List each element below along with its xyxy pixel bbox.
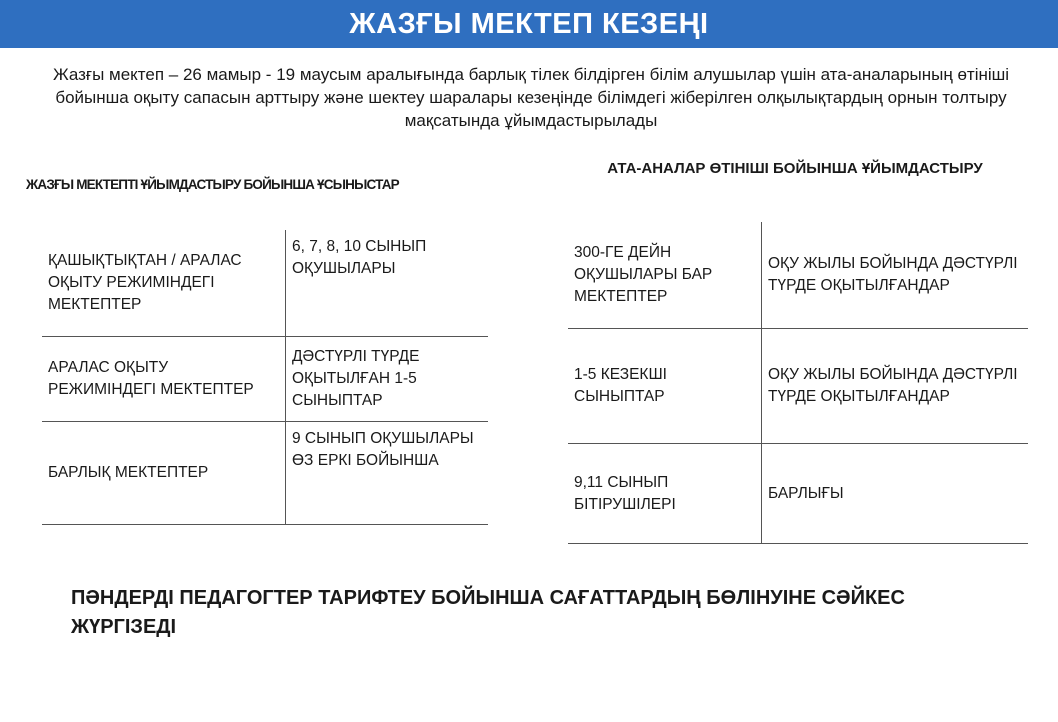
recommendations-heading: ЖАЗҒЫ МЕКТЕПТІ ҰЙЫМДАСТЫРУ БОЙЫНША ҰСЫНЫСТАР <box>26 177 399 192</box>
table-row <box>42 422 488 525</box>
table-cell: 9 СЫНЫП ОҚУШЫЛАРЫ ӨЗ ЕРКІ БОЙЫНША <box>292 430 474 469</box>
table-cell: АРАЛАС ОҚЫТУ РЕЖИМІНДЕГІ МЕКТЕПТЕР <box>42 337 286 422</box>
table-cell: 9,11 СЫНЫП БІТІРУШІЛЕРІ <box>568 444 762 544</box>
table-cell: ҚАШЫҚТЫҚТАН / АРАЛАС ОҚЫТУ РЕЖИМІНДЕГІ МЕКТЕПТЕР <box>42 230 286 337</box>
recommendations-table <box>42 230 488 525</box>
footer-note: ПӘНДЕРДІ ПЕДАГОГТЕР ТАРИФТЕУ БОЙЫНША САҒАТТАРДЫҢ БӨЛІНУІНЕ СӘЙКЕС ЖҮРГІЗЕДІ <box>71 587 905 638</box>
table-row <box>568 329 1028 444</box>
table-cell: ОҚУ ЖЫЛЫ БОЙЫНДА ДӘСТҮРЛІ ТҮРДЕ ОҚЫТЫЛҒАНДАР <box>768 255 1018 294</box>
table-cell: 6, 7, 8, 10 СЫНЫП ОҚУШЫЛАРЫ <box>292 238 427 277</box>
table-row <box>42 337 488 422</box>
table-cell: 300-ГЕ ДЕЙН ОҚУШЫЛАРЫ БАР МЕКТЕПТЕР <box>568 222 762 329</box>
table-cell: ДӘСТҮРЛІ ТҮРДЕ ОҚЫТЫЛҒАН 1-5 СЫНЫПТАР <box>292 348 420 409</box>
title-banner <box>0 0 1058 48</box>
table-cell: 1-5 КЕЗЕКШІ СЫНЫПТАР <box>568 329 762 444</box>
table-cell: БАРЛЫҒЫ <box>768 484 844 502</box>
table-row <box>568 222 1028 329</box>
intro-paragraph: Жазғы мектеп – 26 мамыр - 19 маусым аралығында барлық тілек білдірген білім алушылар үшін ата-аналарының өтініші бойынша оқыту сапасын арттыру және шектеу шаралары кезеңінде білімдегі жіберілген олқылықтардың орнын толтыру мақсатында ұйымдастырылады <box>52 65 1010 130</box>
table-cell: БАРЛЫҚ МЕКТЕПТЕР <box>42 422 286 525</box>
page-title: ЖАЗҒЫ МЕКТЕП КЕЗЕҢІ <box>349 7 709 40</box>
table-cell: ОҚУ ЖЫЛЫ БОЙЫНДА ДӘСТҮРЛІ ТҮРДЕ ОҚЫТЫЛҒАНДАР <box>768 366 1018 405</box>
parents-request-heading: АТА-АНАЛАР ӨТІНІШІ БОЙЫНША ҰЙЫМДАСТЫРУ <box>607 160 983 177</box>
parents-request-table <box>568 222 1028 544</box>
table-row <box>42 230 488 337</box>
table-row <box>568 444 1028 544</box>
